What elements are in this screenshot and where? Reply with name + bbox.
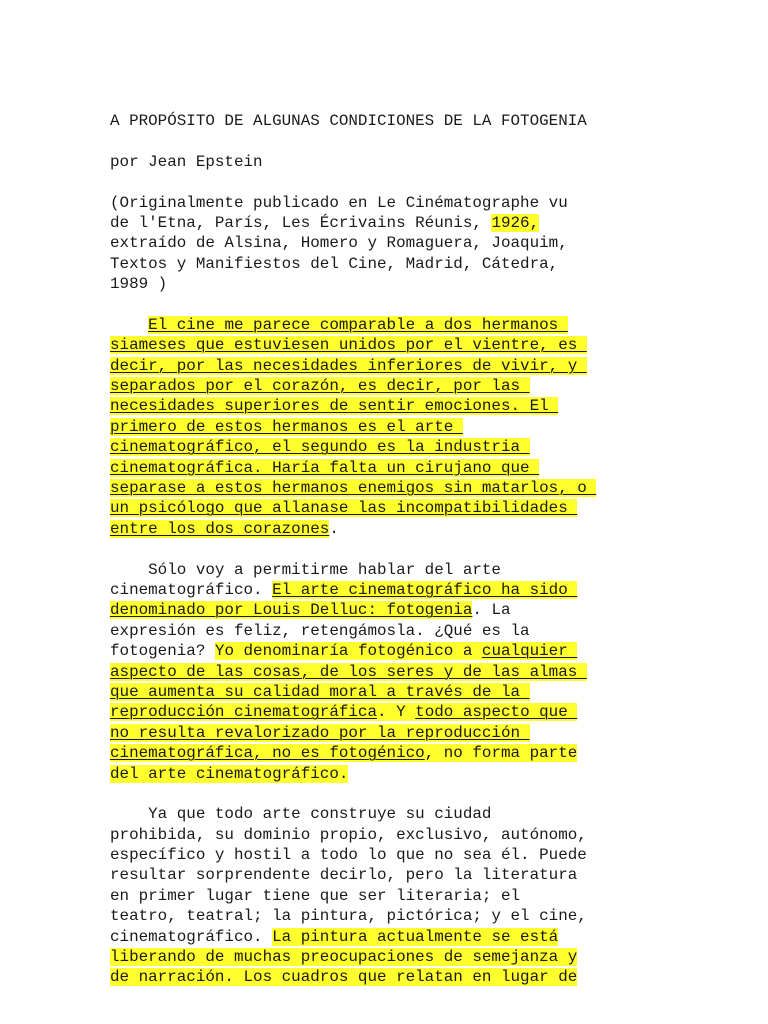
paragraph-line [110, 702, 670, 722]
paragraph-line [110, 967, 670, 987]
paragraph-3 [110, 804, 670, 988]
highlighted-text: siameses que estuviesen unidos por el vientre, es [110, 336, 587, 355]
paragraph-line: prohibida, su dominio propio, exclusivo, autónomo, [110, 825, 587, 844]
highlighted-text: El cine me parece comparable a dos hermanos [148, 315, 568, 334]
highlighted-text: El arte cinematográfico ha sido [272, 580, 578, 599]
highlighted-text: del arte cinematográfico. [110, 764, 349, 783]
paragraph-line [110, 437, 670, 457]
spacer [110, 539, 670, 559]
spacer [110, 784, 670, 804]
paragraph-line [110, 519, 670, 539]
highlighted-text: todo aspecto que [415, 703, 578, 722]
paragraph-line [110, 335, 670, 355]
highlighted-text: separase a estos hermanos enemigos sin matarlos, o [110, 479, 597, 498]
source-line: extraído de Alsina, Homero y Romaguera, Joaquim, [110, 234, 568, 253]
paragraph-line [110, 600, 670, 620]
paragraph-line: en primer lugar tiene que ser literaria; el [110, 886, 521, 905]
paragraph-line: resultar sorprendente decirlo, pero la literatura [110, 866, 578, 885]
paragraph-line [110, 580, 670, 600]
spacer [110, 131, 670, 151]
highlighted-text: de narración. Los cuadros que relatan en lugar de [110, 968, 578, 987]
source-line [110, 213, 670, 233]
paragraph-line: expresión es feliz, retengámosla. ¿Qué es la [110, 621, 530, 640]
paragraph-1 [110, 315, 670, 539]
source-line: 1989 ) [110, 275, 168, 294]
text-run: . La [472, 601, 511, 620]
paragraph-line [110, 927, 670, 947]
spacer [110, 295, 670, 315]
paragraph-line [110, 356, 670, 376]
highlighted-year: 1926, [491, 213, 540, 232]
paragraph-line [110, 478, 670, 498]
spacer [110, 172, 670, 192]
source-line: Textos y Manifiestos del Cine, Madrid, Cátedra, [110, 254, 559, 273]
highlighted-text: . Y [377, 703, 416, 722]
highlighted-text: . Haría falta un cirujano que [253, 458, 540, 477]
paragraph-line [110, 376, 670, 396]
text-run: . [329, 519, 339, 538]
text-run: cinematográfico. [110, 927, 273, 946]
paragraph-line [110, 743, 670, 763]
highlighted-text: cinematográfica, no es fotogénico [110, 744, 425, 763]
paragraph-line [110, 682, 670, 702]
paragraph-line: Sólo voy a permitirme hablar del arte [110, 560, 501, 579]
paragraph-line [110, 417, 670, 437]
paragraph-line [110, 641, 670, 661]
highlighted-text: que aumenta su calidad moral a través de la [110, 682, 530, 701]
text-run: de l'Etna, París, Les Écrivains Réunis, [110, 213, 492, 232]
text-run: cinematográfico. [110, 580, 273, 599]
highlighted-text: un psicólogo que allanase las incompatibilidades [110, 499, 578, 518]
highlighted-text: liberando de muchas preocupaciones de semejanza y [110, 948, 578, 967]
source-line: (Originalmente publicado en Le Cinématographe vu [110, 193, 568, 212]
paragraph-line [110, 723, 670, 743]
highlighted-text: cualquier [481, 642, 578, 661]
highlighted-text: , no forma parte [424, 744, 578, 763]
indent [110, 316, 148, 334]
highlighted-text: necesidades superiores de sentir emociones. El [110, 397, 559, 416]
document-title: A PROPÓSITO DE ALGUNAS CONDICIONES DE LA FOTOGENIA [110, 112, 587, 130]
paragraph-line [110, 498, 670, 518]
highlighted-text: reproducción cinematográfica [110, 703, 378, 722]
highlighted-text: aspecto de las cosas, de los seres y de las almas [110, 662, 587, 681]
paragraph-line [110, 396, 670, 416]
source-note [110, 193, 670, 295]
paragraph-line [110, 947, 670, 967]
paragraph-line: teatro, teatral; la pintura, pictórica; y el cine, [110, 907, 587, 926]
highlighted-text: decir, por las necesidades inferiores de vivir, y [110, 356, 587, 375]
text-run: fotogenia? [110, 642, 215, 661]
highlighted-text: La pintura actualmente se está [272, 927, 559, 946]
highlighted-text: cinematográfica [110, 458, 254, 477]
paragraph-line [110, 662, 670, 682]
highlighted-text: no resulta revalorizado por la reproducción [110, 723, 530, 742]
paragraph-2 [110, 560, 670, 784]
highlighted-text: separados por el corazón, es decir, por las [110, 377, 530, 396]
highlighted-text: cinematográfico, el segundo es la industria [110, 438, 530, 457]
highlighted-text: entre los dos corazones [110, 519, 330, 538]
highlighted-text: primero de estos hermanos es el arte [110, 417, 463, 436]
paragraph-line: específico y hostil a todo lo que no sea él. Puede [110, 846, 587, 865]
paragraph-line [110, 458, 670, 478]
paragraph-line: Ya que todo arte construye su ciudad [110, 805, 492, 824]
paragraph-line [110, 764, 670, 784]
document-author: por Jean Epstein [110, 152, 263, 171]
document-body [110, 111, 670, 988]
paragraph-line [110, 315, 670, 335]
highlighted-text: Yo denominaría fotogénico a [214, 642, 482, 661]
highlighted-text: denominado por Louis Delluc: fotogenia [110, 601, 473, 620]
